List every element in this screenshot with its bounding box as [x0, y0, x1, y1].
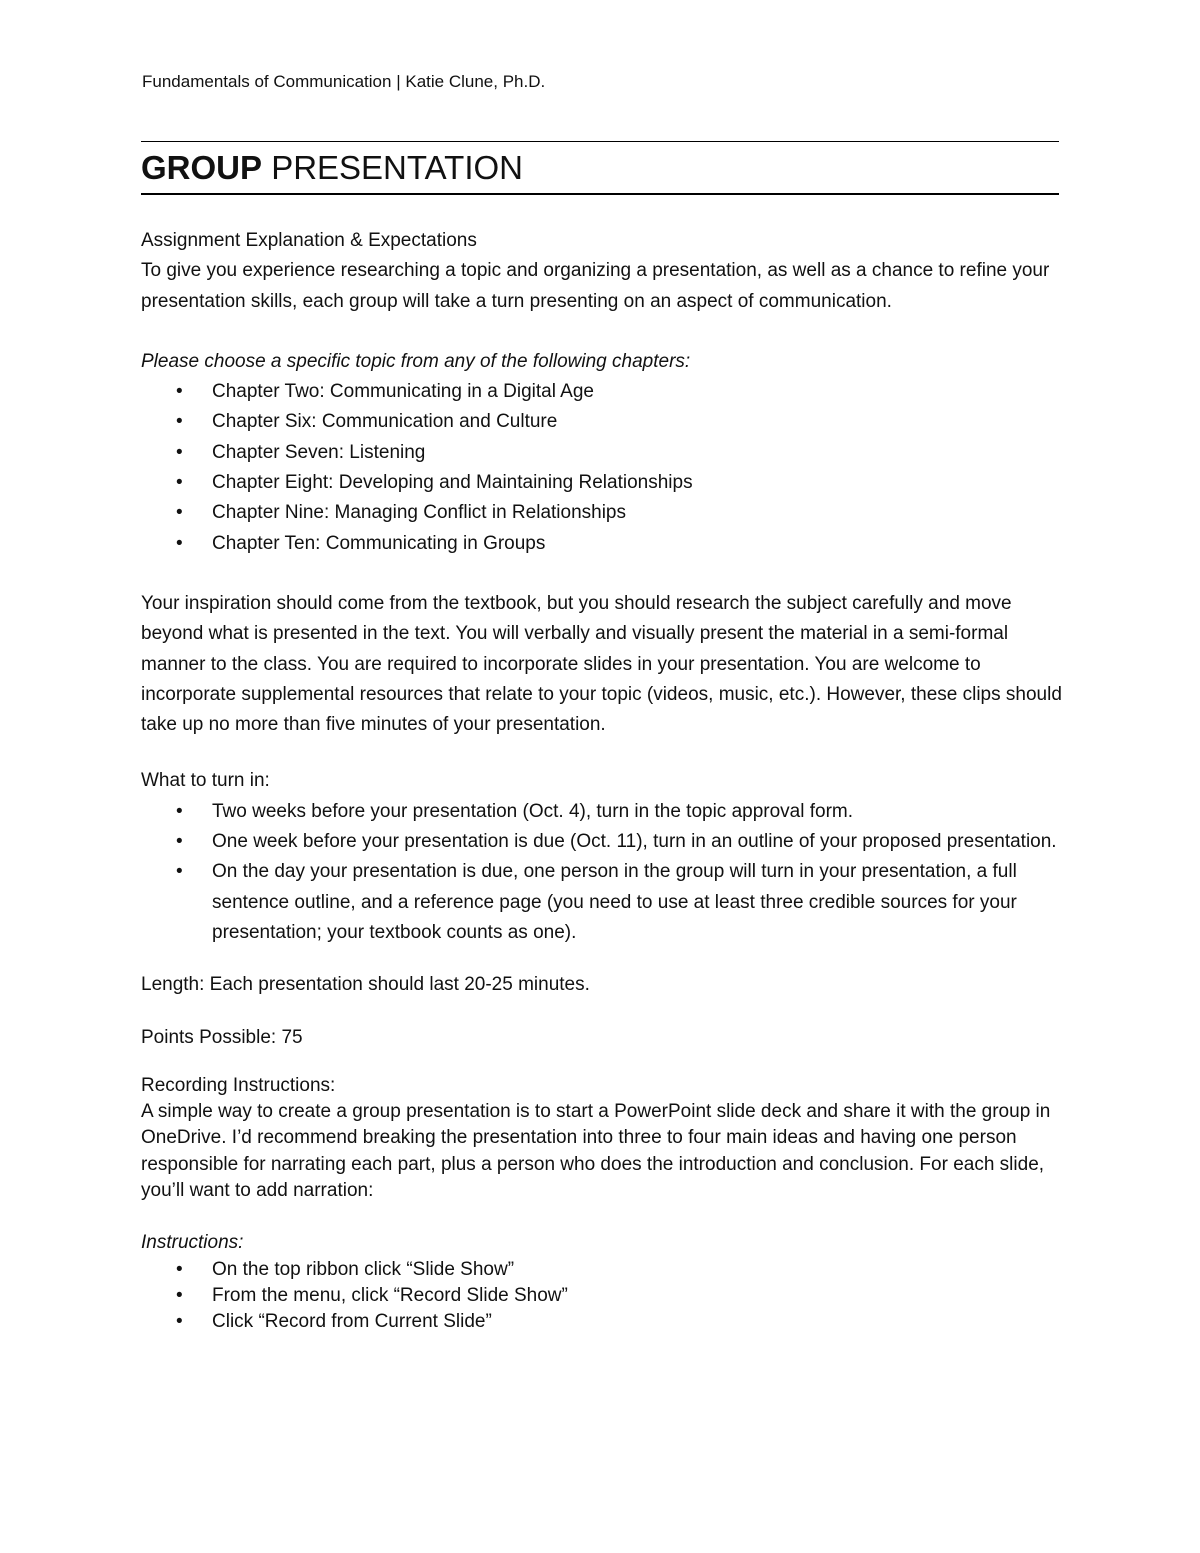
- list-item: • Chapter Eight: Developing and Maintaining Relationships: [176, 472, 693, 494]
- list-item: • One week before your presentation is due (Oct. 11), turn in an outline of your proposed presentation.: [176, 831, 1057, 853]
- recording-heading: Recording Instructions:: [141, 1074, 336, 1096]
- course-name: Fundamentals of Communication: [142, 72, 392, 91]
- list-item: • Chapter Seven: Listening: [176, 441, 426, 463]
- instructions-heading: Instructions:: [141, 1232, 244, 1254]
- page-title: [141, 148, 523, 188]
- list-item: • Click “Record from Current Slide”: [176, 1311, 492, 1333]
- page-header: [142, 72, 545, 92]
- header-separator: |: [396, 72, 401, 91]
- list-item: • From the menu, click “Record Slide Show”: [176, 1284, 568, 1306]
- turn-in-heading: What to turn in:: [141, 770, 270, 792]
- inspiration-text: Your inspiration should come from the textbook, but you should research the subject carefully and move beyond what is presented in the text. You will verbally and visually present the material in a semi-formal manner to the class. You are required to incorporate slides in your presentation. You are welcome to incorporate supplemental resources that relate to your topic (videos, music, etc.). However, these clips should take up no more than five minutes of your presentation.: [141, 592, 1062, 736]
- title-bold: GROUP: [141, 149, 263, 186]
- list-item: • On the top ribbon click “Slide Show”: [176, 1258, 515, 1280]
- list-item: • On the day your presentation is due, one person in the group will turn in your presentation, a full sentence outline, and a reference page (you need to use at least three credible sources for your presentation; your textbook counts as one).: [176, 861, 1017, 943]
- explanation-text: To give you experience researching a topic and organizing a presentation, as well as a chance to refine your presentation skills, each group will take a turn presenting on an aspect of communication.: [141, 260, 1050, 312]
- turn-in-list: [141, 797, 1071, 948]
- explanation-heading: Assignment Explanation & Expectations: [141, 230, 477, 251]
- list-item: • Chapter Nine: Managing Conflict in Relationships: [176, 502, 627, 524]
- title-bottom-rule: [141, 193, 1059, 195]
- list-item: • Chapter Six: Communication and Culture: [176, 411, 558, 433]
- document-body: [141, 226, 1071, 1336]
- list-item: • Chapter Two: Communicating in a Digital Age: [176, 381, 594, 403]
- instructions-list: [141, 1257, 1071, 1336]
- length-text: Length: Each presentation should last 20-25 minutes.: [141, 974, 590, 996]
- title-regular: PRESENTATION: [271, 149, 523, 186]
- list-item: • Chapter Ten: Communicating in Groups: [176, 532, 546, 554]
- points-text: Points Possible: 75: [141, 1026, 303, 1048]
- chapters-list: [141, 377, 1071, 559]
- recording-text: A simple way to create a group presentation is to start a PowerPoint slide deck and share it with the group in OneDrive. I’d recommend breaking the presentation into three to four main ideas and having one person responsible for narrating each part, plus a person who does the introduction and conclusion. For each slide, you’ll want to add narration:: [141, 1101, 1051, 1202]
- title-top-rule: [141, 141, 1059, 142]
- list-item: • Two weeks before your presentation (Oct. 4), turn in the topic approval form.: [176, 800, 854, 822]
- instructor-name: Katie Clune, Ph.D.: [405, 72, 546, 91]
- chapters-intro: Please choose a specific topic from any of the following chapters:: [141, 350, 691, 372]
